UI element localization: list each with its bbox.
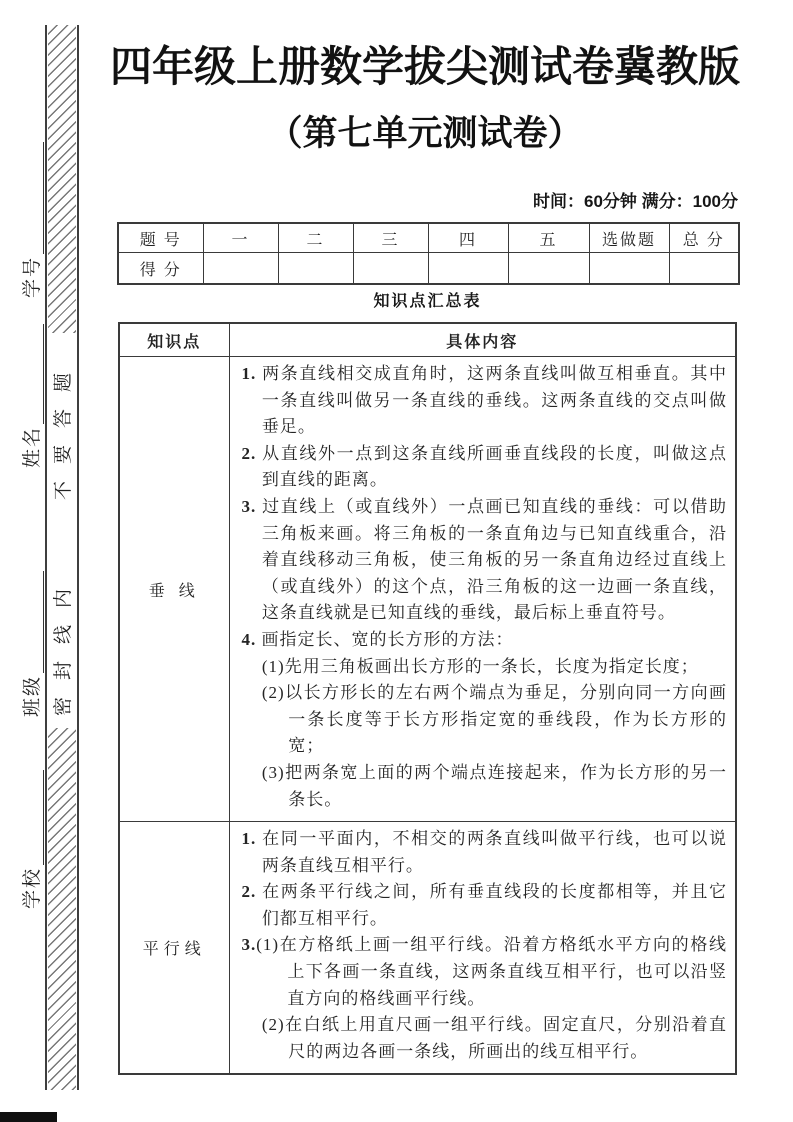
fill-line xyxy=(39,770,44,865)
knowledge-item: 4. 画指定长、宽的长方形的方法： xyxy=(241,629,514,649)
student-number-label: 学号 xyxy=(22,255,43,298)
seal-text-group2: 不要答题 xyxy=(52,355,74,500)
score-table xyxy=(117,222,740,285)
score-header-row xyxy=(118,223,739,253)
page-subtitle: （第七单元测试卷） xyxy=(267,114,583,153)
score-column-header: 五 xyxy=(508,223,589,253)
student-number-field xyxy=(18,138,44,298)
knowledge-item: 1. 两条直线相交成直角时，这两条直线叫做互相垂直。其中一条直线叫做另一条直线的垂线。这两条直线的交点叫做垂足。 xyxy=(241,364,727,437)
knowledge-point-cell: 平行线 xyxy=(119,822,229,1075)
knowledge-item: (2)以长方形长的左右两个端点为垂足，分别向同一方向画一条长度等于长方形指定宽的垂线段，作为长方形的宽； xyxy=(261,683,727,756)
score-value-cell xyxy=(589,253,669,285)
name-label: 姓名 xyxy=(22,425,43,468)
knowledge-point-header: 知识点 xyxy=(119,323,229,357)
class-field xyxy=(18,567,44,717)
specific-content-cell xyxy=(229,357,736,822)
knowledge-item: 3.(1)在方格纸上画一组平行线。沿着方格纸水平方向的格线上下各画一条直线，这两条直线互相平行，也可以沿竖直方向的格线画平行线。 xyxy=(241,935,727,1008)
seal-line-text xyxy=(46,346,76,726)
knowledge-item: 1. 在同一平面内，不相交的两条直线叫做平行线，也可以说两条直线互相平行。 xyxy=(241,829,727,875)
score-column-header: 四 xyxy=(428,223,508,253)
score-value-cell xyxy=(669,253,739,285)
knowledge-header-row xyxy=(119,323,736,357)
score-value-cell xyxy=(278,253,353,285)
school-label: 学校 xyxy=(22,866,43,909)
knowledge-item: 2. 从直线外一点到这条直线所画垂直线段的长度，叫做这点到直线的距离。 xyxy=(241,443,727,490)
knowledge-item: 2. 在两条平行线之间，所有垂直线段的长度都相等，并且它们都互相平行。 xyxy=(241,882,727,928)
seal-text-group1: 密封线内 xyxy=(52,572,74,717)
score-value-row xyxy=(118,253,739,285)
knowledge-item: (1)先用三角板画出长方形的一条长，长度为指定长度； xyxy=(261,656,699,676)
specific-content-header: 具体内容 xyxy=(229,323,736,357)
school-field xyxy=(18,769,44,909)
hatch-pattern-bottom xyxy=(48,728,76,1090)
score-value-cell xyxy=(203,253,278,285)
knowledge-table xyxy=(118,322,737,1075)
score-value-cell xyxy=(428,253,508,285)
name-field xyxy=(18,318,44,468)
fill-line xyxy=(39,571,44,673)
hatch-pattern-top xyxy=(48,25,76,333)
fill-line xyxy=(39,142,44,254)
score-value-cell xyxy=(508,253,589,285)
class-label: 班级 xyxy=(22,674,43,717)
knowledge-item: (2)在白纸上用直尺画一组平行线。固定直尺，分别沿着直尺的两边各画一条线，所画出的线互相平行。 xyxy=(261,1015,727,1061)
score-column-header: 总 分 xyxy=(669,223,739,253)
knowledge-item: 3. 过直线上（或直线外）一点画已知直线的垂线：可以借助三角板来画。将三角板的一条直角边与已知直线重合，沿着直线移动三角板，使三角板的另一条直角边经过直线上（或直线外）的这个点，沿三角板的这一边画一条直线，这条直线就是已知直线的垂线，最后标上垂直符号。 xyxy=(241,496,727,623)
knowledge-row xyxy=(119,822,736,1075)
score-column-header: 三 xyxy=(353,223,428,253)
page-title: 四年级上册数学拔尖测试卷冀教版 xyxy=(109,43,740,90)
scan-artifact-mark xyxy=(0,1112,57,1122)
score-column-header: 二 xyxy=(278,223,353,253)
fill-line xyxy=(39,324,44,424)
knowledge-item: (3)把两条宽上面的两个端点连接起来，作为长方形的另一条长。 xyxy=(261,762,727,809)
score-column-header: 选做题 xyxy=(589,223,669,253)
knowledge-point-cell: 垂 线 xyxy=(119,357,229,822)
specific-content-cell xyxy=(229,822,736,1075)
score-label: 得 分 xyxy=(118,253,203,285)
time-score-info: 时间：60分钟 满分：100分 xyxy=(533,192,738,211)
knowledge-table-title: 知识点汇总表 xyxy=(373,293,482,310)
knowledge-row xyxy=(119,357,736,822)
question-number-label: 题 号 xyxy=(118,223,203,253)
score-column-header: 一 xyxy=(203,223,278,253)
score-value-cell xyxy=(353,253,428,285)
